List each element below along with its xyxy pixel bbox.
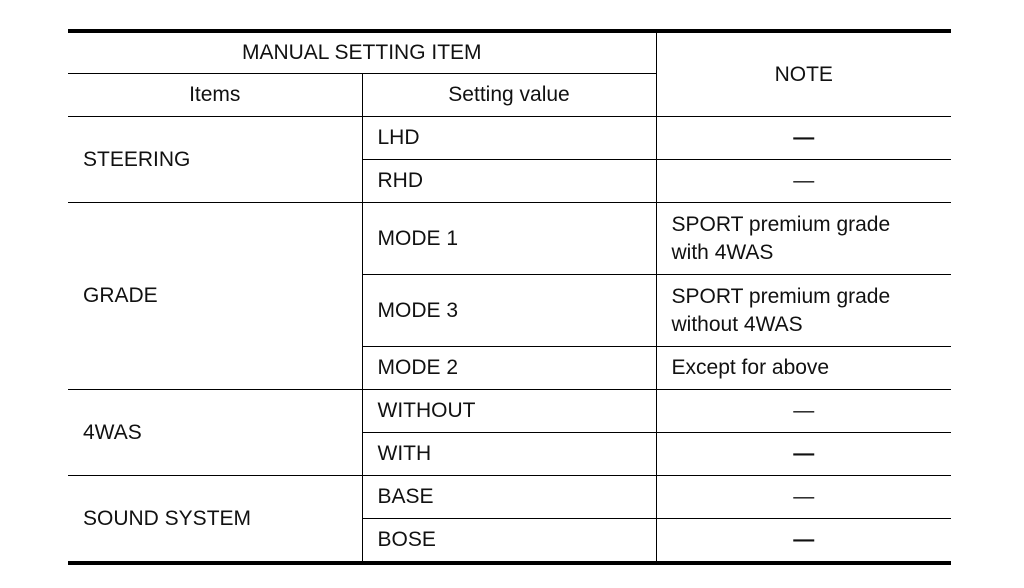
setting-value-cell: WITHOUT: [362, 390, 656, 433]
setting-value-cell: WITH: [362, 433, 656, 476]
table-header-row-1: [68, 31, 951, 74]
setting-value-cell: BASE: [362, 476, 656, 519]
note-cell: —: [656, 390, 951, 433]
note-cell: [656, 275, 951, 347]
note-cell: —: [656, 160, 951, 203]
header-items: Items: [68, 74, 362, 117]
item-sound-system: SOUND SYSTEM: [68, 476, 362, 564]
setting-value-cell: MODE 2: [362, 347, 656, 390]
table-row: [68, 390, 951, 433]
table-row: [68, 203, 951, 275]
header-manual-setting-item: MANUAL SETTING ITEM: [68, 31, 656, 74]
manual-setting-table: [68, 29, 951, 565]
item-grade: GRADE: [68, 203, 362, 390]
note-line: SPORT premium grade: [671, 212, 891, 236]
note-cell: Except for above: [656, 347, 951, 390]
item-steering: STEERING: [68, 117, 362, 203]
note-cell: —: [656, 476, 951, 519]
header-setting-value: Setting value: [362, 74, 656, 117]
table-row: [68, 476, 951, 519]
table-row: [68, 117, 951, 160]
note-line: with 4WAS: [671, 240, 774, 264]
setting-value-cell: BOSE: [362, 519, 656, 564]
setting-value-cell: MODE 1: [362, 203, 656, 275]
setting-value-cell: LHD: [362, 117, 656, 160]
note-cell: —: [656, 117, 951, 160]
note-cell: —: [656, 519, 951, 564]
setting-value-cell: MODE 3: [362, 275, 656, 347]
note-cell: —: [656, 433, 951, 476]
note-line: without 4WAS: [671, 312, 803, 336]
item-4was: 4WAS: [68, 390, 362, 476]
header-note: NOTE: [656, 31, 951, 117]
note-cell: [656, 203, 951, 275]
setting-value-cell: RHD: [362, 160, 656, 203]
note-line: SPORT premium grade: [671, 284, 891, 308]
